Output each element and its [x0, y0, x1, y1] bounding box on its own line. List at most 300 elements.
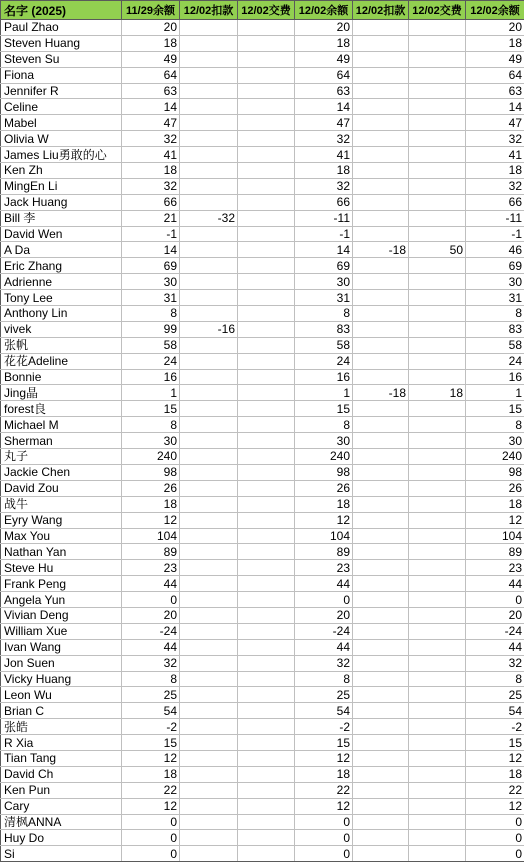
balance-1202-cell[interactable]: 15 — [295, 401, 353, 417]
name-cell[interactable]: 战牛 — [1, 496, 122, 512]
fee-1202-second-cell[interactable] — [409, 20, 466, 36]
deduct-1202-second-cell[interactable] — [353, 766, 409, 782]
balance-1202-cell[interactable]: 69 — [295, 258, 353, 274]
deduct-1202-second-cell[interactable] — [353, 131, 409, 147]
fee-1202-second-cell[interactable] — [409, 766, 466, 782]
fee-1202-cell[interactable] — [238, 306, 295, 322]
name-cell[interactable]: Jennifer R — [1, 83, 122, 99]
deduct-1202-cell[interactable] — [180, 782, 238, 798]
deduct-1202-second-cell[interactable] — [353, 814, 409, 830]
deduct-1202-second-cell[interactable] — [353, 115, 409, 131]
fee-1202-cell[interactable] — [238, 846, 295, 862]
fee-1202-second-cell[interactable] — [409, 830, 466, 846]
balance-1202-second-cell[interactable]: 63 — [466, 83, 524, 99]
balance-1129-cell[interactable]: 12 — [122, 512, 180, 528]
balance-1129-cell[interactable]: 8 — [122, 306, 180, 322]
balance-1129-cell[interactable]: 26 — [122, 480, 180, 496]
balance-1202-second-cell[interactable]: 46 — [466, 242, 524, 258]
balance-1202-second-cell[interactable]: 98 — [466, 464, 524, 480]
fee-1202-cell[interactable] — [238, 798, 295, 814]
fee-1202-second-cell[interactable] — [409, 194, 466, 210]
deduct-1202-cell[interactable] — [180, 735, 238, 751]
deduct-1202-second-cell[interactable] — [353, 782, 409, 798]
deduct-1202-cell[interactable]: -32 — [180, 210, 238, 226]
deduct-1202-cell[interactable] — [180, 830, 238, 846]
balance-1129-cell[interactable]: 0 — [122, 846, 180, 862]
balance-1202-cell[interactable]: 240 — [295, 449, 353, 465]
fee-1202-second-cell[interactable] — [409, 258, 466, 274]
balance-1202-cell[interactable]: 0 — [295, 846, 353, 862]
deduct-1202-cell[interactable] — [180, 655, 238, 671]
fee-1202-second-cell[interactable] — [409, 560, 466, 576]
balance-1202-cell[interactable]: 1 — [295, 385, 353, 401]
balance-1202-cell[interactable]: 24 — [295, 353, 353, 369]
fee-1202-second-cell[interactable] — [409, 67, 466, 83]
balance-1129-cell[interactable]: 18 — [122, 35, 180, 51]
name-cell[interactable]: Huy Do — [1, 830, 122, 846]
fee-1202-second-cell[interactable] — [409, 147, 466, 163]
fee-1202-cell[interactable] — [238, 512, 295, 528]
name-cell[interactable]: A Da — [1, 242, 122, 258]
fee-1202-cell[interactable] — [238, 274, 295, 290]
fee-1202-cell[interactable] — [238, 433, 295, 449]
balance-1202-second-cell[interactable]: 18 — [466, 496, 524, 512]
deduct-1202-cell[interactable] — [180, 719, 238, 735]
balance-1129-cell[interactable]: 20 — [122, 20, 180, 36]
balance-1202-second-cell[interactable]: 0 — [466, 830, 524, 846]
balance-1202-second-cell[interactable]: -1 — [466, 226, 524, 242]
name-cell[interactable]: Vicky Huang — [1, 671, 122, 687]
balance-1202-second-cell[interactable]: 14 — [466, 99, 524, 115]
fee-1202-cell[interactable] — [238, 178, 295, 194]
deduct-1202-cell[interactable] — [180, 639, 238, 655]
balance-1202-cell[interactable]: 12 — [295, 798, 353, 814]
balance-1202-cell[interactable]: -24 — [295, 623, 353, 639]
fee-1202-second-cell[interactable] — [409, 353, 466, 369]
name-cell[interactable]: Olivia W — [1, 131, 122, 147]
balance-1202-second-cell[interactable]: 44 — [466, 639, 524, 655]
name-cell[interactable]: Angela Yun — [1, 592, 122, 608]
fee-1202-second-cell[interactable] — [409, 417, 466, 433]
balance-1129-cell[interactable]: 14 — [122, 99, 180, 115]
fee-1202-cell[interactable] — [238, 147, 295, 163]
fee-1202-second-cell[interactable] — [409, 639, 466, 655]
deduct-1202-cell[interactable] — [180, 798, 238, 814]
fee-1202-cell[interactable] — [238, 814, 295, 830]
fee-1202-second-cell[interactable] — [409, 655, 466, 671]
balance-1129-cell[interactable]: 16 — [122, 369, 180, 385]
deduct-1202-second-cell[interactable] — [353, 750, 409, 766]
fee-1202-cell[interactable] — [238, 719, 295, 735]
fee-1202-cell[interactable] — [238, 290, 295, 306]
fee-1202-second-cell[interactable] — [409, 814, 466, 830]
deduct-1202-second-cell[interactable] — [353, 163, 409, 179]
deduct-1202-cell[interactable] — [180, 20, 238, 36]
name-cell[interactable]: Jackie Chen — [1, 464, 122, 480]
fee-1202-second-cell[interactable] — [409, 321, 466, 337]
balance-1202-second-cell[interactable]: 66 — [466, 194, 524, 210]
deduct-1202-cell[interactable] — [180, 401, 238, 417]
balance-1202-second-cell[interactable]: 30 — [466, 433, 524, 449]
deduct-1202-second-cell[interactable] — [353, 846, 409, 862]
deduct-1202-cell[interactable] — [180, 687, 238, 703]
balance-1129-cell[interactable]: 32 — [122, 655, 180, 671]
balance-1129-cell[interactable]: 0 — [122, 592, 180, 608]
deduct-1202-cell[interactable] — [180, 131, 238, 147]
deduct-1202-cell[interactable] — [180, 623, 238, 639]
fee-1202-second-cell[interactable] — [409, 99, 466, 115]
name-cell[interactable]: Jon Suen — [1, 655, 122, 671]
deduct-1202-cell[interactable] — [180, 290, 238, 306]
deduct-1202-cell[interactable] — [180, 703, 238, 719]
fee-1202-cell[interactable] — [238, 496, 295, 512]
fee-1202-cell[interactable] — [238, 735, 295, 751]
name-cell[interactable]: Vivian Deng — [1, 607, 122, 623]
deduct-1202-second-cell[interactable] — [353, 560, 409, 576]
name-cell[interactable]: Ivan Wang — [1, 639, 122, 655]
deduct-1202-second-cell[interactable] — [353, 735, 409, 751]
fee-1202-second-cell[interactable] — [409, 846, 466, 862]
deduct-1202-second-cell[interactable] — [353, 512, 409, 528]
deduct-1202-cell[interactable] — [180, 607, 238, 623]
balance-1129-cell[interactable]: 21 — [122, 210, 180, 226]
fee-1202-cell[interactable] — [238, 258, 295, 274]
name-cell[interactable]: forest良 — [1, 401, 122, 417]
name-cell[interactable]: James Liu勇敢的心 — [1, 147, 122, 163]
fee-1202-cell[interactable] — [238, 639, 295, 655]
header-fee-1202[interactable]: 12/02交费 — [238, 1, 295, 20]
name-cell[interactable]: Bonnie — [1, 369, 122, 385]
balance-1202-cell[interactable]: 98 — [295, 464, 353, 480]
balance-1202-cell[interactable]: 47 — [295, 115, 353, 131]
deduct-1202-second-cell[interactable] — [353, 83, 409, 99]
balance-1202-cell[interactable]: 18 — [295, 163, 353, 179]
fee-1202-cell[interactable] — [238, 464, 295, 480]
balance-1202-cell[interactable]: 20 — [295, 20, 353, 36]
deduct-1202-second-cell[interactable] — [353, 528, 409, 544]
fee-1202-second-cell[interactable] — [409, 544, 466, 560]
balance-1129-cell[interactable]: 49 — [122, 51, 180, 67]
deduct-1202-second-cell[interactable] — [353, 369, 409, 385]
fee-1202-cell[interactable] — [238, 607, 295, 623]
balance-1129-cell[interactable]: 32 — [122, 131, 180, 147]
name-cell[interactable]: Si — [1, 846, 122, 862]
fee-1202-cell[interactable] — [238, 671, 295, 687]
deduct-1202-second-cell[interactable] — [353, 464, 409, 480]
deduct-1202-cell[interactable] — [180, 433, 238, 449]
fee-1202-second-cell[interactable] — [409, 115, 466, 131]
deduct-1202-second-cell[interactable] — [353, 337, 409, 353]
balance-1202-cell[interactable]: 64 — [295, 67, 353, 83]
balance-1129-cell[interactable]: 25 — [122, 687, 180, 703]
balance-1129-cell[interactable]: 66 — [122, 194, 180, 210]
balance-1202-second-cell[interactable]: 31 — [466, 290, 524, 306]
balance-1202-second-cell[interactable]: 30 — [466, 274, 524, 290]
header-balance-1129[interactable]: 11/29余额 — [122, 1, 180, 20]
fee-1202-second-cell[interactable] — [409, 131, 466, 147]
deduct-1202-second-cell[interactable] — [353, 353, 409, 369]
fee-1202-cell[interactable] — [238, 576, 295, 592]
balance-1202-second-cell[interactable]: 18 — [466, 766, 524, 782]
balance-1202-cell[interactable]: 14 — [295, 99, 353, 115]
balance-1202-second-cell[interactable]: 0 — [466, 814, 524, 830]
fee-1202-cell[interactable] — [238, 655, 295, 671]
fee-1202-second-cell[interactable] — [409, 178, 466, 194]
balance-1202-second-cell[interactable]: 47 — [466, 115, 524, 131]
balance-1129-cell[interactable]: 8 — [122, 671, 180, 687]
deduct-1202-cell[interactable] — [180, 115, 238, 131]
balance-1202-second-cell[interactable]: 69 — [466, 258, 524, 274]
deduct-1202-second-cell[interactable] — [353, 321, 409, 337]
fee-1202-second-cell[interactable] — [409, 703, 466, 719]
balance-1129-cell[interactable]: 44 — [122, 639, 180, 655]
balance-1202-cell[interactable]: 8 — [295, 671, 353, 687]
fee-1202-second-cell[interactable] — [409, 623, 466, 639]
name-cell[interactable]: Cary — [1, 798, 122, 814]
deduct-1202-cell[interactable] — [180, 576, 238, 592]
balance-1129-cell[interactable]: 20 — [122, 607, 180, 623]
balance-1129-cell[interactable]: 30 — [122, 274, 180, 290]
balance-1202-second-cell[interactable]: 18 — [466, 163, 524, 179]
balance-1202-second-cell[interactable]: 83 — [466, 321, 524, 337]
fee-1202-second-cell[interactable] — [409, 782, 466, 798]
name-cell[interactable]: William Xue — [1, 623, 122, 639]
deduct-1202-cell[interactable] — [180, 337, 238, 353]
fee-1202-second-cell[interactable] — [409, 512, 466, 528]
deduct-1202-cell[interactable] — [180, 51, 238, 67]
deduct-1202-second-cell[interactable] — [353, 449, 409, 465]
balance-1202-cell[interactable]: 18 — [295, 766, 353, 782]
deduct-1202-cell[interactable] — [180, 99, 238, 115]
name-cell[interactable]: David Wen — [1, 226, 122, 242]
balance-1129-cell[interactable]: 0 — [122, 814, 180, 830]
balance-1202-cell[interactable]: -11 — [295, 210, 353, 226]
balance-1202-cell[interactable]: 104 — [295, 528, 353, 544]
fee-1202-cell[interactable] — [238, 766, 295, 782]
balance-1129-cell[interactable]: 24 — [122, 353, 180, 369]
deduct-1202-second-cell[interactable] — [353, 194, 409, 210]
fee-1202-cell[interactable] — [238, 560, 295, 576]
deduct-1202-second-cell[interactable] — [353, 258, 409, 274]
balance-1202-second-cell[interactable]: 22 — [466, 782, 524, 798]
fee-1202-cell[interactable] — [238, 67, 295, 83]
fee-1202-second-cell[interactable] — [409, 496, 466, 512]
deduct-1202-cell[interactable] — [180, 147, 238, 163]
balance-1202-cell[interactable]: 58 — [295, 337, 353, 353]
fee-1202-second-cell[interactable] — [409, 464, 466, 480]
name-cell[interactable]: 张皓 — [1, 719, 122, 735]
balance-1202-second-cell[interactable]: 1 — [466, 385, 524, 401]
deduct-1202-second-cell[interactable] — [353, 210, 409, 226]
balance-1202-second-cell[interactable]: 240 — [466, 449, 524, 465]
fee-1202-cell[interactable] — [238, 337, 295, 353]
header-deduct-1202[interactable]: 12/02扣款 — [180, 1, 238, 20]
name-cell[interactable]: Michael M — [1, 417, 122, 433]
balance-1129-cell[interactable]: 104 — [122, 528, 180, 544]
fee-1202-second-cell[interactable]: 18 — [409, 385, 466, 401]
deduct-1202-second-cell[interactable] — [353, 639, 409, 655]
deduct-1202-second-cell[interactable] — [353, 433, 409, 449]
deduct-1202-cell[interactable] — [180, 369, 238, 385]
balance-1202-cell[interactable]: 18 — [295, 35, 353, 51]
balance-1129-cell[interactable]: 0 — [122, 830, 180, 846]
balance-1202-cell[interactable]: 49 — [295, 51, 353, 67]
balance-1202-second-cell[interactable]: 20 — [466, 607, 524, 623]
balance-1202-second-cell[interactable]: -11 — [466, 210, 524, 226]
deduct-1202-cell[interactable] — [180, 464, 238, 480]
fee-1202-cell[interactable] — [238, 417, 295, 433]
balance-1129-cell[interactable]: 18 — [122, 496, 180, 512]
name-cell[interactable]: Steve Hu — [1, 560, 122, 576]
balance-1202-cell[interactable]: 26 — [295, 480, 353, 496]
balance-1129-cell[interactable]: 1 — [122, 385, 180, 401]
balance-1202-second-cell[interactable]: -2 — [466, 719, 524, 735]
header-deduct-1202-second[interactable]: 12/02扣款 — [353, 1, 409, 20]
deduct-1202-cell[interactable]: -16 — [180, 321, 238, 337]
deduct-1202-second-cell[interactable] — [353, 274, 409, 290]
balance-1129-cell[interactable]: 58 — [122, 337, 180, 353]
fee-1202-second-cell[interactable] — [409, 274, 466, 290]
balance-1129-cell[interactable]: 89 — [122, 544, 180, 560]
balance-1202-second-cell[interactable]: 12 — [466, 798, 524, 814]
fee-1202-cell[interactable] — [238, 385, 295, 401]
fee-1202-second-cell[interactable] — [409, 290, 466, 306]
name-cell[interactable]: Tony Lee — [1, 290, 122, 306]
deduct-1202-cell[interactable] — [180, 671, 238, 687]
fee-1202-cell[interactable] — [238, 369, 295, 385]
name-cell[interactable]: David Ch — [1, 766, 122, 782]
balance-1202-cell[interactable]: 20 — [295, 607, 353, 623]
deduct-1202-cell[interactable] — [180, 242, 238, 258]
fee-1202-cell[interactable] — [238, 35, 295, 51]
balance-1202-second-cell[interactable]: 32 — [466, 178, 524, 194]
balance-1202-cell[interactable]: 22 — [295, 782, 353, 798]
balance-1129-cell[interactable]: -24 — [122, 623, 180, 639]
name-cell[interactable]: Brian C — [1, 703, 122, 719]
balance-1202-cell[interactable]: 18 — [295, 496, 353, 512]
balance-1202-second-cell[interactable]: 44 — [466, 576, 524, 592]
balance-1202-cell[interactable]: 83 — [295, 321, 353, 337]
name-cell[interactable]: Mabel — [1, 115, 122, 131]
header-balance-1202-second[interactable]: 12/02余额 — [466, 1, 524, 20]
balance-1202-cell[interactable]: 54 — [295, 703, 353, 719]
balance-1202-second-cell[interactable]: 24 — [466, 353, 524, 369]
balance-1129-cell[interactable]: 240 — [122, 449, 180, 465]
deduct-1202-cell[interactable] — [180, 766, 238, 782]
balance-1202-cell[interactable]: 32 — [295, 131, 353, 147]
fee-1202-second-cell[interactable] — [409, 750, 466, 766]
fee-1202-cell[interactable] — [238, 830, 295, 846]
deduct-1202-cell[interactable] — [180, 35, 238, 51]
balance-1202-second-cell[interactable]: 64 — [466, 67, 524, 83]
balance-1129-cell[interactable]: 23 — [122, 560, 180, 576]
balance-1202-cell[interactable]: 30 — [295, 433, 353, 449]
deduct-1202-second-cell[interactable] — [353, 592, 409, 608]
fee-1202-cell[interactable] — [238, 226, 295, 242]
balance-1129-cell[interactable]: 22 — [122, 782, 180, 798]
header-name[interactable]: 名字 (2025) — [1, 1, 122, 20]
deduct-1202-second-cell[interactable] — [353, 687, 409, 703]
fee-1202-second-cell[interactable] — [409, 401, 466, 417]
deduct-1202-cell[interactable] — [180, 226, 238, 242]
deduct-1202-second-cell[interactable] — [353, 655, 409, 671]
balance-1129-cell[interactable]: 64 — [122, 67, 180, 83]
balance-1202-second-cell[interactable]: 41 — [466, 147, 524, 163]
balance-1129-cell[interactable]: 18 — [122, 766, 180, 782]
header-balance-1202[interactable]: 12/02余额 — [295, 1, 353, 20]
deduct-1202-cell[interactable] — [180, 480, 238, 496]
balance-1202-second-cell[interactable]: 104 — [466, 528, 524, 544]
deduct-1202-second-cell[interactable]: -18 — [353, 385, 409, 401]
balance-1129-cell[interactable]: 31 — [122, 290, 180, 306]
fee-1202-cell[interactable] — [238, 194, 295, 210]
balance-1202-cell[interactable]: 15 — [295, 735, 353, 751]
deduct-1202-cell[interactable] — [180, 417, 238, 433]
balance-1202-cell[interactable]: 0 — [295, 830, 353, 846]
deduct-1202-second-cell[interactable] — [353, 671, 409, 687]
name-cell[interactable]: Max You — [1, 528, 122, 544]
deduct-1202-second-cell[interactable] — [353, 401, 409, 417]
balance-1129-cell[interactable]: 12 — [122, 750, 180, 766]
fee-1202-second-cell[interactable] — [409, 337, 466, 353]
name-cell[interactable]: Nathan Yan — [1, 544, 122, 560]
deduct-1202-cell[interactable] — [180, 194, 238, 210]
balance-1129-cell[interactable]: 8 — [122, 417, 180, 433]
name-cell[interactable]: Leon Wu — [1, 687, 122, 703]
deduct-1202-second-cell[interactable] — [353, 480, 409, 496]
name-cell[interactable]: MingEn Li — [1, 178, 122, 194]
balance-1202-cell[interactable]: 30 — [295, 274, 353, 290]
deduct-1202-second-cell[interactable] — [353, 20, 409, 36]
balance-1202-cell[interactable]: 0 — [295, 814, 353, 830]
deduct-1202-cell[interactable] — [180, 496, 238, 512]
name-cell[interactable]: Eric Zhang — [1, 258, 122, 274]
balance-1202-cell[interactable]: 23 — [295, 560, 353, 576]
fee-1202-cell[interactable] — [238, 83, 295, 99]
name-cell[interactable]: Bill 李 — [1, 210, 122, 226]
header-fee-1202-second[interactable]: 12/02交费 — [409, 1, 466, 20]
balance-1129-cell[interactable]: -1 — [122, 226, 180, 242]
name-cell[interactable]: 清枫ANNA — [1, 814, 122, 830]
balance-1202-second-cell[interactable]: 15 — [466, 735, 524, 751]
balance-1202-second-cell[interactable]: -24 — [466, 623, 524, 639]
fee-1202-second-cell[interactable] — [409, 226, 466, 242]
deduct-1202-second-cell[interactable] — [353, 178, 409, 194]
balance-1202-second-cell[interactable]: 32 — [466, 131, 524, 147]
fee-1202-cell[interactable] — [238, 20, 295, 36]
balance-1202-cell[interactable]: 31 — [295, 290, 353, 306]
fee-1202-cell[interactable] — [238, 163, 295, 179]
balance-1129-cell[interactable]: 15 — [122, 401, 180, 417]
balance-1129-cell[interactable]: 99 — [122, 321, 180, 337]
balance-1202-cell[interactable]: -2 — [295, 719, 353, 735]
balance-1202-cell[interactable]: 25 — [295, 687, 353, 703]
name-cell[interactable]: Sherman — [1, 433, 122, 449]
deduct-1202-second-cell[interactable] — [353, 51, 409, 67]
deduct-1202-cell[interactable] — [180, 67, 238, 83]
balance-1202-cell[interactable]: 0 — [295, 592, 353, 608]
balance-1202-second-cell[interactable]: 15 — [466, 401, 524, 417]
balance-1202-second-cell[interactable]: 8 — [466, 306, 524, 322]
name-cell[interactable]: Adrienne — [1, 274, 122, 290]
balance-1202-cell[interactable]: 12 — [295, 512, 353, 528]
fee-1202-second-cell[interactable] — [409, 719, 466, 735]
balance-1202-cell[interactable]: 16 — [295, 369, 353, 385]
deduct-1202-second-cell[interactable] — [353, 544, 409, 560]
balance-1202-second-cell[interactable]: 12 — [466, 750, 524, 766]
name-cell[interactable]: vivek — [1, 321, 122, 337]
balance-1202-cell[interactable]: 8 — [295, 417, 353, 433]
